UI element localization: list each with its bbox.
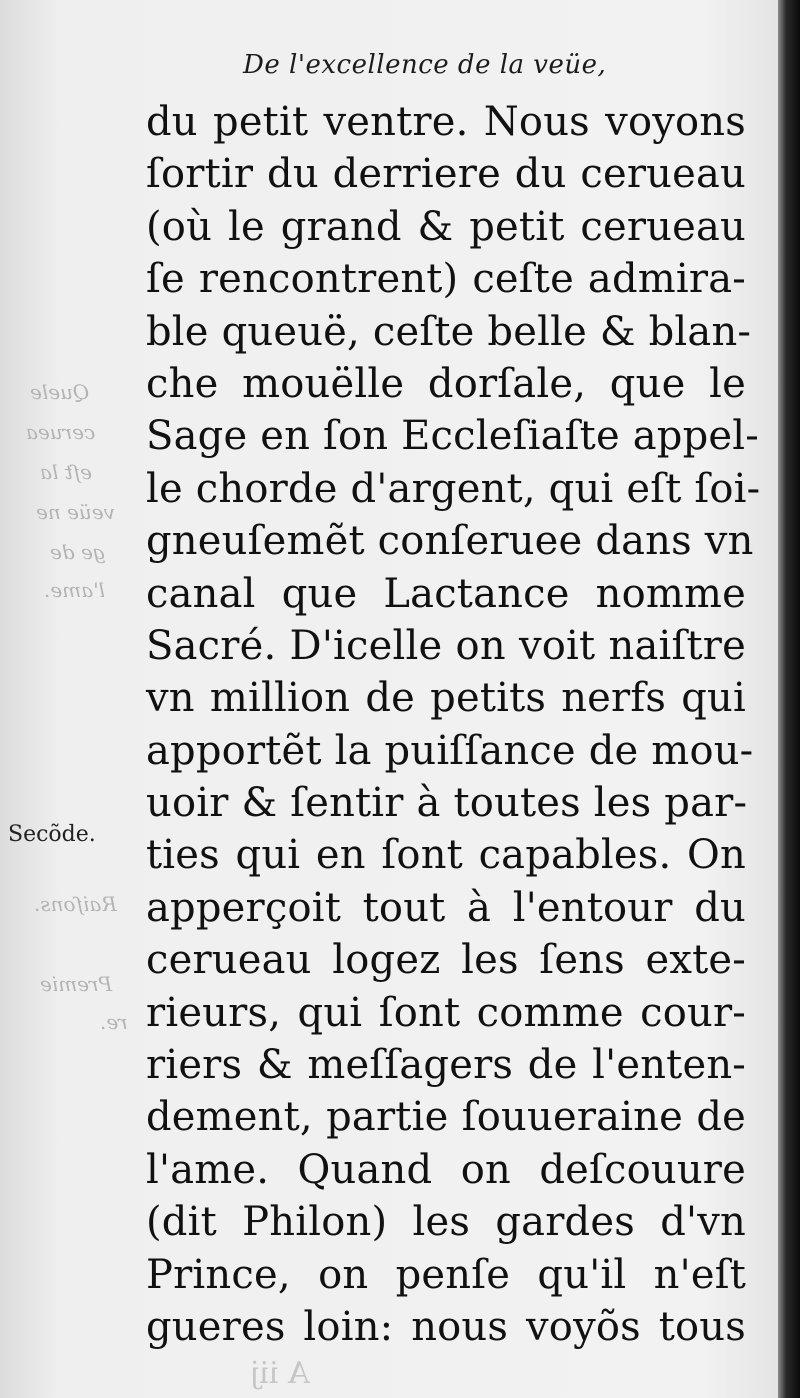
text-line: du petit ventre. Nous voyons xyxy=(146,99,746,145)
text-line: uoir & ſentir à toutes les par- xyxy=(146,780,748,827)
text-line: ſortir du derriere du cerueau xyxy=(146,151,746,198)
text-line: cerueau logez les ſens exte- xyxy=(146,937,746,984)
signature-mark: A iij xyxy=(250,1356,310,1391)
text-line: gueres loin: nous voyõs tous xyxy=(146,1303,746,1350)
text-line: apperçoit tout à l'entour du xyxy=(146,884,746,931)
text-line: dement, partie ſouueraine de xyxy=(146,1094,746,1141)
text-line: (dit Philon) les gardes d'vn xyxy=(146,1199,746,1246)
bleed-through-mark: l'ame. xyxy=(44,578,105,602)
bleed-through-mark: veüe ne xyxy=(36,500,115,524)
bleed-through-mark: re. xyxy=(100,1010,128,1034)
text-line: Sacré. D'icelle on voit naiſtre xyxy=(146,622,746,669)
text-line: canal que Lactance nomme xyxy=(146,570,746,617)
text-line: apportẽt la puiſſance de mou- xyxy=(146,727,754,774)
bleed-through-mark: Quele xyxy=(30,380,90,404)
text-line: riers & meſſagers de l'enten- xyxy=(146,1042,746,1089)
bleed-through-mark: eſt la xyxy=(40,460,92,484)
text-line: che mouëlle dorſale, que le xyxy=(146,360,746,407)
margin-note: Secõde. xyxy=(8,822,96,847)
text-line: Prince, on penſe qu'il n'eſt xyxy=(146,1251,746,1298)
text-line: Sage en ſon Eccleſiaſte appel- xyxy=(146,413,759,460)
text-line: ſe rencontrent) ceſte admira- xyxy=(146,256,746,303)
running-title: De l'excellence de la veüe, xyxy=(243,50,607,80)
text-line: le chorde d'argent, qui eſt ſoi- xyxy=(146,465,761,512)
binding-edge xyxy=(778,0,800,1398)
text-line: vn million de petits nerfs qui xyxy=(146,675,746,722)
bleed-through-mark: Raiſons. xyxy=(34,892,117,916)
bleed-through-mark: Premie xyxy=(40,972,113,996)
text-line: ties qui en ſont capables. On xyxy=(146,832,746,879)
body-text xyxy=(146,96,761,1353)
bleed-through-mark: ge de xyxy=(50,540,106,564)
text-line: (où le grand & petit cerueau xyxy=(146,203,746,250)
text-line: ble queuë, ceſte belle & blan- xyxy=(146,308,752,355)
text-line: gneuſemẽt conſeruee dans vn xyxy=(146,518,754,565)
text-line: l'ame. Quand on deſcouure xyxy=(146,1146,746,1193)
text-line: rieurs, qui ſont comme cour- xyxy=(146,989,746,1036)
bleed-through-mark: ceruea xyxy=(26,420,96,444)
